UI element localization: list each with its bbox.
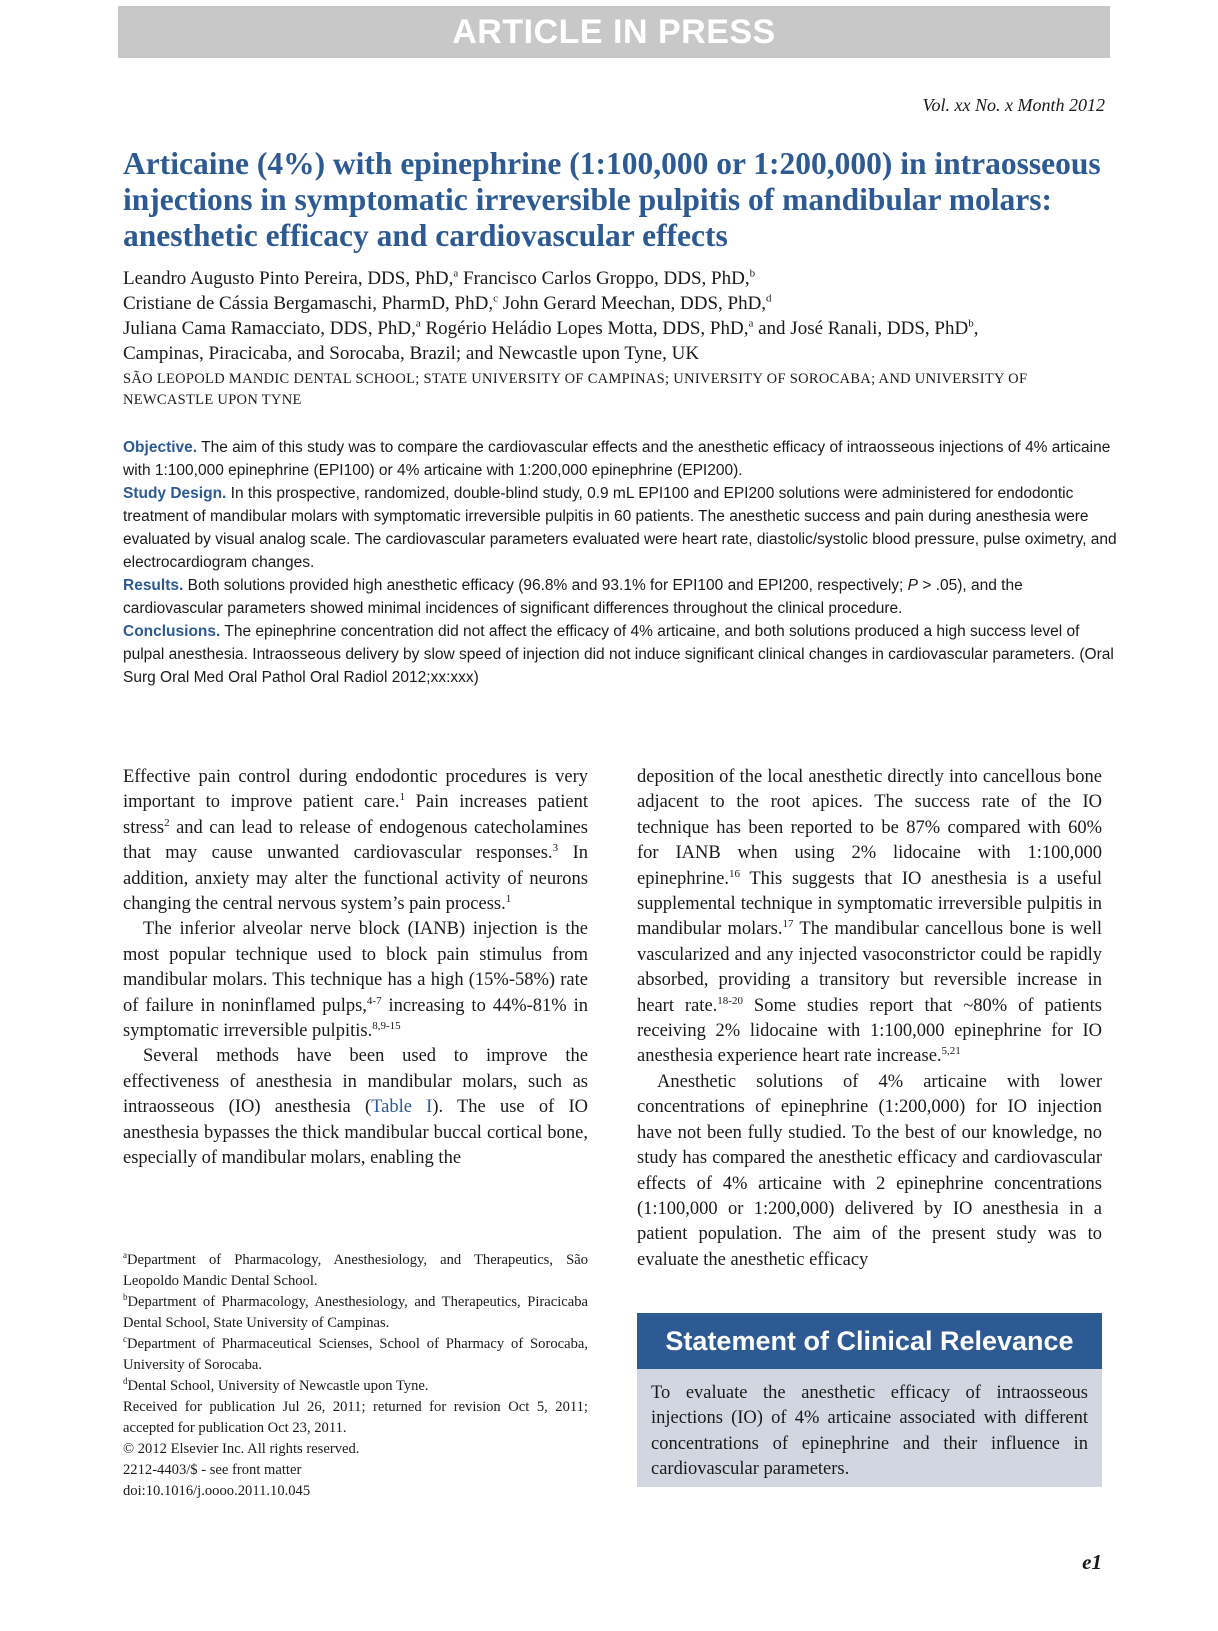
article-title: Articaine (4%) with epinephrine (1:100,000 or 1:200,000) in intraosseous injections in symptomatic irreversible pulpitis of mandibular molars: anesthetic efficacy and cardiovascular effects	[123, 146, 1101, 253]
publication-dates: Received for publication Jul 26, 2011; returned for revision Oct 5, 2011; accepted for publication Oct 23, 2011.	[123, 1399, 588, 1436]
reference-mark[interactable]: 2	[164, 816, 170, 829]
affiliation-mark: d	[766, 292, 772, 305]
author-locations: Campinas, Piracicaba, and Sorocaba, Brazil; and Newcastle upon Tyne, UK	[123, 343, 700, 364]
affiliation-mark: b	[749, 267, 756, 280]
body-text: This suggests that IO anesthesia is a useful supplemental technique in symptomatic irreversible pulpitis in mandibular molars.	[637, 868, 1102, 940]
abstract-text: In this prospective, randomized, double-blind study, 0.9 mL EPI100 and EPI200 solutions were administered for endodontic treatment of mandibular molars with symptomatic irreversible pulpitis in 60 patients. The anesthetic success and pain during anesthesia were evaluated by visual analog scale. The cardiovascular parameters evaluated were heart rate, diastolic/systolic blood pressure, pulse oximetry, and electrocardiogram changes.	[123, 485, 1117, 571]
table-link[interactable]: Table I	[371, 1097, 433, 1118]
journal-issue: Vol. xx No. x Month 2012	[922, 95, 1105, 115]
abstract-results	[123, 574, 1118, 620]
affiliation-mark: a	[453, 267, 459, 280]
abstract-objective	[123, 436, 1118, 482]
author-separator: ,	[973, 318, 979, 339]
footnotes	[123, 1250, 588, 1502]
p-value-symbol: P	[907, 577, 919, 594]
body-text: increasing to 44%-81% in symptomatic irreversible pulpitis.	[123, 995, 588, 1042]
page-number: e1	[1082, 1550, 1102, 1574]
body-text: Some studies report that ~80% of patients receiving 2% lidocaine with 1:100,000 epinephrine for IO anesthesia experience heart rate increase.	[637, 995, 1102, 1067]
affiliation-mark: b	[123, 1292, 128, 1303]
abstract	[123, 436, 1118, 689]
institution-list: SÃO LEOPOLD MANDIC DENTAL SCHOOL; STATE UNIVERSITY OF CAMPINAS; UNIVERSITY OF SOROCABA; AND UNIVERSITY OF NEWCASTLE UPON TYNE	[123, 371, 1028, 408]
body-paragraph	[123, 765, 588, 917]
reference-mark[interactable]: 16	[728, 867, 740, 880]
author-name: Leandro Augusto Pinto Pereira, DDS, PhD,	[123, 268, 454, 289]
affiliation-mark: b	[968, 317, 974, 330]
issn-line: 2212-4403/$ - see front matter	[123, 1462, 302, 1478]
body-text: In addition, anxiety may alter the functional activity of neurons changing the central nervous system’s pain process.	[123, 843, 588, 915]
body-text: Several methods have been used to improve the effectiveness of anesthesia in mandibular molars, such as intraosseous (IO) anesthesia (	[123, 1046, 588, 1118]
body-column-left	[123, 765, 588, 1172]
reference-mark[interactable]: 18-20	[717, 994, 743, 1007]
body-text: deposition of the local anesthetic directly into cancellous bone adjacent to the root apices. The success rate of the IO technique has been reported to be 87% compared with 60% for IANB when using 2% lidocaine with 1:100,000 epinephrine.	[637, 767, 1102, 889]
author-name: Juliana Cama Ramacciato, DDS, PhD,	[123, 318, 416, 339]
body-text: ). The use of IO anesthesia bypasses the thick mandibular buccal cortical bone, especially of mandibular molars, enabling the	[123, 1097, 589, 1169]
affiliation-mark: c	[493, 292, 498, 305]
copyright-notice: © 2012 Elsevier Inc. All rights reserved.	[123, 1441, 360, 1457]
reference-mark[interactable]: 5,21	[941, 1045, 961, 1058]
affiliation-mark: a	[415, 317, 421, 330]
body-text: The mandibular cancellous bone is well vascularized and any injected vasoconstrictor could be rapidly absorbed, providing a transitory but reversible increase in heart rate.	[637, 919, 1102, 1016]
body-text: and can lead to release of endogenous catecholamines that may cause unwanted cardiovascular responses.	[123, 817, 588, 864]
reference-mark[interactable]: 17	[782, 918, 794, 931]
abstract-conclusions	[123, 620, 1118, 689]
body-paragraph: Anesthetic solutions of 4% articaine with lower concentrations of epinephrine (1:200,000) for IO injection have not been fully studied. To the best of our knowledge, no study has compared the anesthetic efficacy and cardiovascular effects of 4% articaine with 2 epinephrine concentrations (1:100,000 or 1:200,000) delivered by IO anesthesia in a patient population. The aim of the present study was to evaluate the anesthetic efficacy	[637, 1071, 1102, 1270]
reference-mark[interactable]: 3	[552, 842, 559, 855]
reference-mark[interactable]: 8,9-15	[372, 1019, 401, 1032]
body-text: The inferior alveolar nerve block (IANB) injection is the most popular technique used to block pain stimulus from mandibular molars. This technique has a high (15%-58%) rate of failure in noninflamed pulps,	[123, 919, 588, 1016]
reference-mark[interactable]: 1	[505, 892, 512, 905]
author-name: Cristiane de Cássia Bergamaschi, PharmD, PhD,	[123, 293, 494, 314]
footnote-text: Dental School, University of Newcastle upon Tyne.	[127, 1378, 429, 1394]
body-text: Effective pain control during endodontic procedures is very important to improve patient care.	[123, 767, 588, 813]
body-paragraph	[123, 1044, 588, 1171]
clinical-relevance-text: To evaluate the anesthetic efficacy of intraosseous injections (IO) of 4% articaine associated with different concentrations of epinephrine and their influence in cardiovascular parameters.	[651, 1383, 1088, 1480]
footnote-affiliation	[123, 1250, 588, 1292]
abstract-label: Study Design.	[123, 485, 227, 502]
abstract-design	[123, 482, 1118, 574]
abstract-label: Objective.	[123, 439, 198, 456]
footnote-text: Department of Pharmacology, Anesthesiology, and Therapeutics, São Leopoldo Mandic Dental School.	[123, 1252, 588, 1289]
footnote-affiliation	[123, 1292, 588, 1334]
clinical-relevance-heading: Statement of Clinical Relevance	[637, 1313, 1102, 1369]
footnote-text: Department of Pharmacology, Anesthesiology, and Therapeutics, Piracicaba Dental School, State University of Campinas.	[123, 1294, 588, 1331]
author-list	[123, 266, 1113, 366]
affiliation-mark: c	[123, 1334, 127, 1345]
author-name: Rogério Heládio Lopes Motta, DDS, PhD,	[420, 318, 749, 339]
affiliation-mark: a	[123, 1250, 127, 1261]
author-name: and José Ranali, DDS, PhD	[753, 318, 969, 339]
footnote-text: Department of Pharmaceutical Scienses, School of Pharmacy of Sorocaba, University of Sorocaba.	[123, 1336, 588, 1373]
clinical-relevance-box	[637, 1313, 1102, 1487]
affiliation-mark: d	[123, 1376, 128, 1387]
abstract-text: Both solutions provided high anesthetic efficacy (96.8% and 93.1% for EPI100 and EPI200, respectively;	[183, 577, 908, 594]
abstract-text: > .05), and the cardiovascular parameters showed minimal incidences of significant differences throughout the clinical procedure.	[123, 577, 1023, 617]
article-in-press-banner: ARTICLE IN PRESS	[118, 6, 1110, 58]
body-paragraph	[123, 917, 588, 1044]
abstract-text: The aim of this study was to compare the cardiovascular effects and the anesthetic efficacy of intraosseous injections of 4% articaine with 1:100,000 epinephrine (EPI100) or 4% articaine with 1:200,000 epinephrine (EPI200).	[123, 439, 1111, 479]
author-name: John Gerard Meechan, DDS, PhD,	[497, 293, 767, 314]
body-text: Pain increases patient stress	[123, 792, 589, 838]
footnote-affiliation	[123, 1376, 588, 1397]
body-column-right	[637, 765, 1102, 1273]
footnote-affiliation	[123, 1334, 588, 1376]
reference-mark[interactable]: 1	[399, 791, 405, 804]
author-name: Francisco Carlos Groppo, DDS, PhD,	[458, 268, 750, 289]
body-paragraph	[637, 765, 1102, 1070]
affiliation-mark: a	[748, 317, 754, 330]
reference-mark[interactable]: 4-7	[366, 994, 382, 1007]
abstract-label: Results.	[123, 577, 184, 594]
doi-line[interactable]: doi:10.1016/j.oooo.2011.10.045	[123, 1483, 311, 1499]
abstract-text: The epinephrine concentration did not affect the efficacy of 4% articaine, and both solutions produced a high success level of pulpal anesthesia. Intraosseous delivery by slow speed of injection did not induce significant clinical changes in cardiovascular parameters. (Oral Surg Oral Med Oral Pathol Oral Radiol 2012;xx:xxx)	[123, 623, 1114, 686]
abstract-label: Conclusions.	[123, 623, 221, 640]
